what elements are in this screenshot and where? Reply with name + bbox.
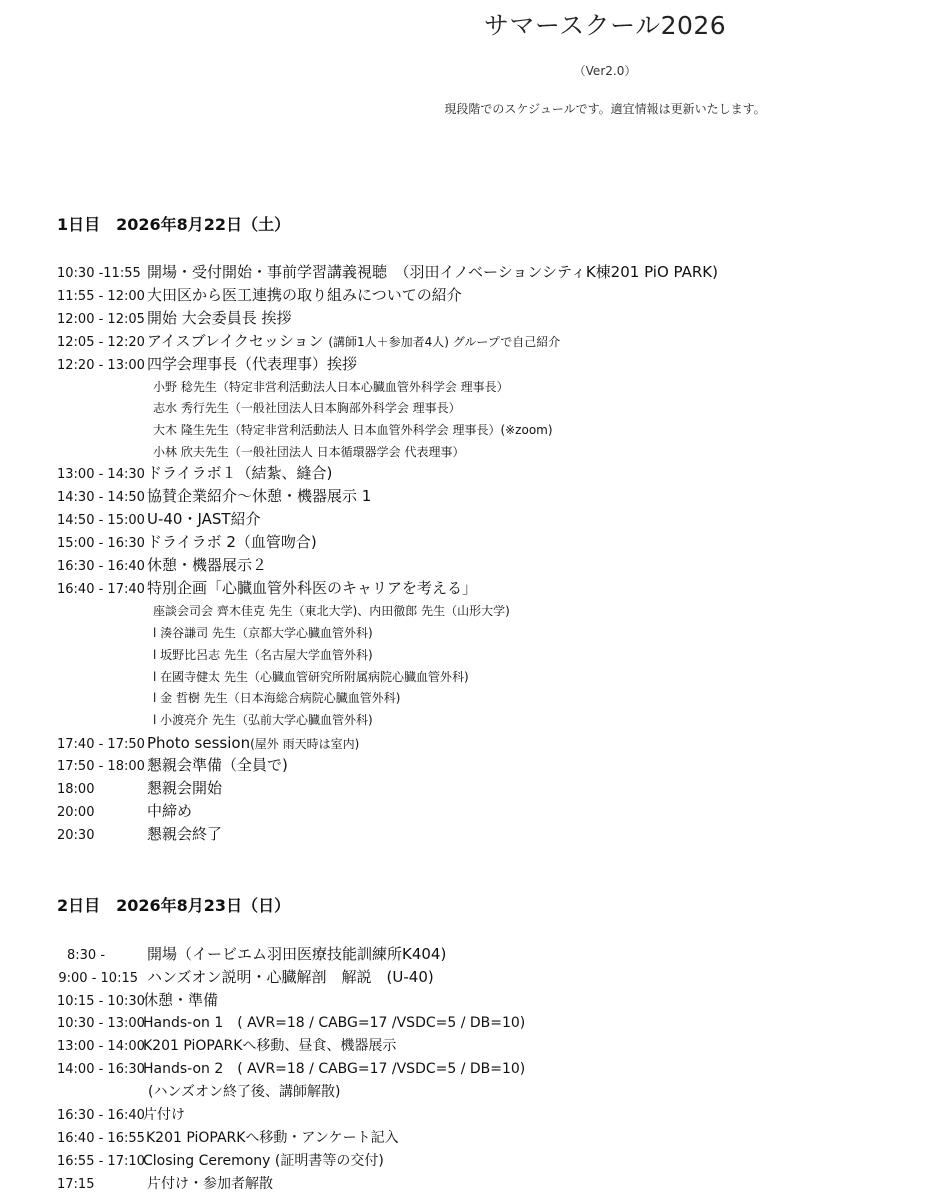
schedule-row <box>57 533 317 555</box>
row-desc: 休憩・機器展示２ <box>147 556 268 574</box>
schedule-row <box>57 1152 384 1174</box>
version-label: （Ver2.0） <box>573 64 637 78</box>
page-title: サマースクール2026 <box>483 11 727 40</box>
chair-entry: 小野 稔先生（特定非営利活動法人日本心臓血管外科学会 理事長） <box>153 380 509 394</box>
row-time: 13:00 - 14:00 <box>57 1039 145 1054</box>
row-desc: 開場・受付開始・事前学習講義視聴 （羽田イノベーションシティK棟201 PiO PARK) <box>147 263 718 281</box>
schedule-row <box>57 309 292 331</box>
chair-entry: 小林 欣夫先生（一般社団法人 日本循環器学会 代表理事） <box>153 445 465 459</box>
chair-entry: 大木 隆生先生（特定非営利活動法人 日本血管外科学会 理事長）(※zoom) <box>153 423 553 437</box>
row-time: 12:05 - 12:20 <box>57 335 145 350</box>
row-desc: 片付け・参加者解散 <box>147 1176 273 1192</box>
row-desc: 協賛企業紹介〜休憩・機器展示 1 <box>147 487 372 505</box>
row-time: 15:00 - 16:30 <box>57 536 145 551</box>
row-time: 12:00 - 12:05 <box>57 312 145 327</box>
schedule-row <box>57 1014 525 1036</box>
row-time: 9:00 - 10:15 <box>58 971 138 986</box>
row-desc: 開始 大会委員長 挨拶 <box>147 309 292 327</box>
row-desc: 懇親会準備（全員で) <box>147 756 288 774</box>
row-desc: Photo session <box>147 734 251 752</box>
schedule-row <box>57 756 288 778</box>
row-desc: 特別企画「心臓血管外科医のキャリアを考える」 <box>147 579 478 597</box>
row-desc: K201 PiOPARKへ移動、昼食、機器展示 <box>143 1038 397 1054</box>
row-desc: 四学会理事長（代表理事）挨拶 <box>147 355 358 373</box>
row-time: 20:00 <box>57 805 95 820</box>
row-time: 14:50 - 15:00 <box>57 513 145 528</box>
row-desc: Closing Ceremony (証明書等の交付) <box>143 1153 384 1169</box>
row-time: 11:55 - 12:00 <box>57 289 145 304</box>
row-time: 8:30 - <box>67 948 106 963</box>
schedule-row <box>57 464 332 486</box>
schedule-row <box>57 556 267 578</box>
row-desc: U-40・JAST紹介 <box>147 510 261 528</box>
row-desc: 懇親会終了 <box>147 825 223 843</box>
schedule-row <box>57 487 371 509</box>
panel-entry: l 坂野比呂志 先生（名古屋大学血管外科) <box>153 648 373 662</box>
panel-entry: l 金 哲樹 先生（日本海総合病院心臓血管外科) <box>153 691 401 705</box>
row-time: 18:00 <box>57 782 95 797</box>
schedule-row <box>57 968 434 990</box>
row-time: 13:00 - 14:30 <box>57 467 145 482</box>
row-desc-note: (講師1人＋参加者4人) グループで自己紹介 <box>328 335 561 349</box>
panel-entry: l 小渡亮介 先生（弘前大学心臓血管外科) <box>153 713 373 727</box>
schedule-row <box>57 1060 525 1082</box>
schedule-row <box>57 1129 399 1151</box>
row-time: 20:30 <box>57 828 95 843</box>
row-time: 16:40 - 17:40 <box>57 582 145 597</box>
row-desc: 片付け <box>143 1107 185 1123</box>
schedule-row <box>57 802 192 824</box>
schedule-row <box>57 332 560 354</box>
panel-entry: 座談会司会 齊木佳克 先生（東北大学)、内田徹郎 先生（山形大学) <box>153 604 510 618</box>
schedule-row <box>57 734 359 756</box>
row-desc: 懇親会開始 <box>147 779 223 797</box>
row-desc: 中締め <box>147 802 193 820</box>
row-desc-note: (屋外 雨天時は室内) <box>250 737 360 751</box>
schedule-row <box>57 779 222 801</box>
row-desc: ハンズオン説明・心臓解剖 解説 (U-40) <box>147 968 434 986</box>
row-desc: 大田区から医工連携の取り組みについての紹介 <box>147 286 462 304</box>
schedule-row <box>57 263 718 285</box>
schedule-row <box>57 825 222 847</box>
schedule-row <box>57 1037 396 1059</box>
schedule-row <box>57 579 477 601</box>
schedule-row <box>57 991 218 1013</box>
schedule-row <box>57 355 357 377</box>
row-desc: ドライラボ１（結紮、縫合) <box>147 464 333 482</box>
panel-entry: l 在國寺健太 先生（心臓血管研究所附属病院心臓血管外科) <box>153 670 469 684</box>
row-time: 17:50 - 18:00 <box>57 759 145 774</box>
row-desc: Hands-on 1 ( AVR=18 / CABG=17 /VSDC=5 / DB=10) <box>143 1015 526 1031</box>
chair-entry: 志水 秀行先生（一般社団法人日本胸部外科学会 理事長） <box>153 401 461 415</box>
row-desc: ドライラボ 2（血管吻合) <box>147 533 317 551</box>
day1-heading: 1日目 2026年8月22日（土） <box>57 215 291 234</box>
panel-entry: l 湊谷謙司 先生（京都大学心臓血管外科) <box>153 626 373 640</box>
row-desc: 休憩・準備 <box>143 991 219 1009</box>
row-desc: K201 PiOPARKへ移動・アンケート記入 <box>146 1130 399 1146</box>
row-time: 10:30 -11:55 <box>57 266 141 281</box>
day2-heading: 2日目 2026年8月23日（日） <box>57 896 291 915</box>
row-time: 17:40 - 17:50 <box>57 737 145 752</box>
schedule-row <box>57 510 261 532</box>
schedule-row <box>57 1106 185 1128</box>
row-time: 10:30 - 13:00 <box>57 1016 145 1031</box>
row-time: 16:30 - 16:40 <box>57 1108 145 1123</box>
row-time: 14:30 - 14:50 <box>57 490 145 505</box>
schedule-row <box>57 1175 273 1197</box>
row-time: 17:15 <box>57 1177 95 1192</box>
schedule-row <box>57 286 462 308</box>
row-desc: Hands-on 2 ( AVR=18 / CABG=17 /VSDC=5 / DB=10) <box>143 1061 526 1077</box>
row-time: 16:30 - 16:40 <box>57 559 145 574</box>
row-time: 16:40 - 16:55 <box>57 1131 145 1146</box>
row-time: 14:00 - 16:30 <box>57 1062 145 1077</box>
row-time: 16:55 - 17:10 <box>57 1154 145 1169</box>
update-notice: 現段階でのスケジュールです。適宜情報は更新いたします。 <box>444 102 766 116</box>
row-desc: アイスブレイクセッション <box>147 332 324 350</box>
hands-on-note: (ハンズオン終了後、講師解散) <box>148 1084 341 1100</box>
row-time: 10:15 - 10:30 <box>57 994 145 1009</box>
row-time: 12:20 - 13:00 <box>57 358 145 373</box>
row-desc: 開場（イービエム羽田医療技能訓練所K404) <box>147 945 447 963</box>
schedule-row <box>57 945 446 967</box>
